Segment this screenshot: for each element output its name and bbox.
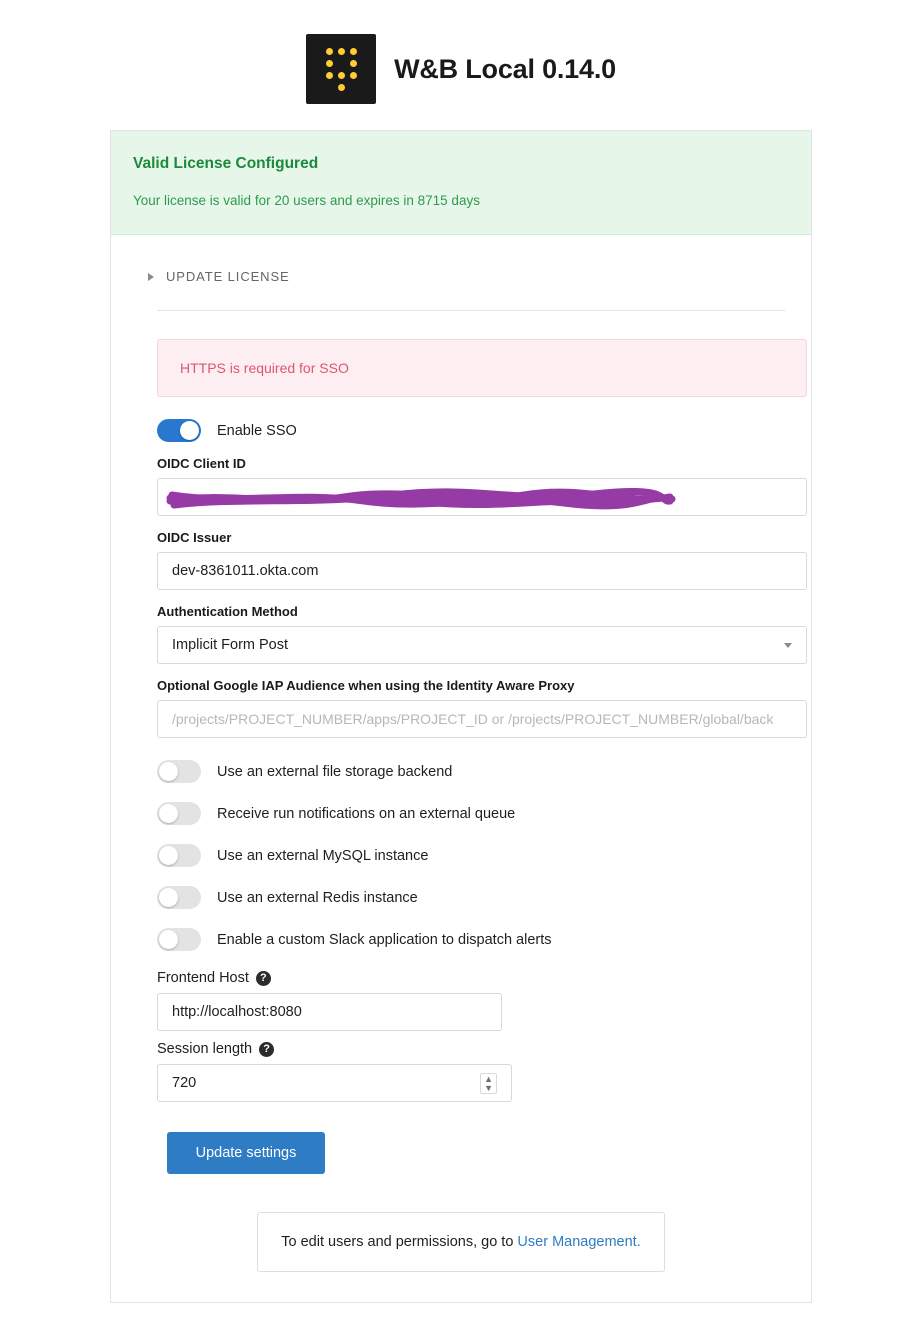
session-length-label-row [157,1041,785,1057]
redaction-scribble [164,485,676,511]
license-title: Valid License Configured [133,155,319,172]
user-management-note [257,1212,665,1272]
frontend-host-label-row [157,970,785,986]
auth-method-select[interactable] [157,626,807,664]
caret-right-icon [148,273,154,281]
enable-sso-row[interactable] [157,419,785,442]
settings-form [111,235,811,1302]
stepper-up-icon[interactable]: ▲ [484,1073,493,1084]
toggle-label: Receive run notifications on an external queue [217,805,516,822]
toggle-external-file-storage[interactable] [157,760,785,783]
license-banner [111,131,811,235]
enable-sso-toggle[interactable] [157,419,201,442]
session-length-label: Session length [157,1041,253,1057]
custom-slack-app-toggle[interactable] [157,928,201,951]
update-settings-button[interactable]: Update settings [167,1132,325,1174]
external-queue-toggle[interactable] [157,802,201,825]
https-warning: HTTPS is required for SSO [157,339,807,397]
toggle-external-mysql[interactable] [157,844,785,867]
toggle-label: Use an external Redis instance [217,889,418,906]
oidc-client-id-label: OIDC Client ID [157,456,246,471]
update-license-label: UPDATE LICENSE [166,269,290,284]
toggle-label: Use an external file storage backend [217,763,453,780]
enable-sso-label: Enable SSO [217,422,297,439]
iap-audience-label: Optional Google IAP Audience when using the Identity Aware Proxy [157,678,575,693]
chevron-down-icon [784,643,792,648]
oidc-client-id-input[interactable] [157,478,807,516]
toggle-label: Enable a custom Slack application to dispatch alerts [217,931,552,948]
number-stepper[interactable] [480,1073,497,1094]
app-header [0,0,922,130]
auth-method-label: Authentication Method [157,604,298,619]
feature-toggles [137,760,785,951]
stepper-down-icon[interactable]: ▼ [484,1082,493,1093]
external-file-storage-toggle[interactable] [157,760,201,783]
oidc-issuer-input[interactable]: dev-8361011.okta.com [157,552,807,590]
external-redis-toggle[interactable] [157,886,201,909]
license-subtitle: Your license is valid for 20 users and expires in 8715 days [133,193,480,208]
toggle-label: Use an external MySQL instance [217,847,429,864]
toggle-custom-slack-app[interactable] [157,928,785,951]
wandb-logo-icon [306,34,376,104]
divider [157,310,785,311]
update-license-accordion[interactable] [137,269,785,284]
frontend-host-label: Frontend Host [157,970,249,986]
toggle-external-queue[interactable] [157,802,785,825]
frontend-host-input[interactable]: http://localhost:8080 [157,993,502,1031]
auth-method-value: Implicit Form Post [172,637,289,653]
session-length-input[interactable] [157,1064,512,1102]
session-length-value: 720 [172,1075,197,1091]
user-management-link[interactable]: User Management. [517,1234,641,1250]
settings-card [110,130,812,1303]
help-icon[interactable]: ? [259,1042,274,1057]
external-mysql-toggle[interactable] [157,844,201,867]
page-title: W&B Local 0.14.0 [394,53,616,84]
oidc-issuer-label: OIDC Issuer [157,530,232,545]
user-management-text: To edit users and permissions, go to [281,1234,518,1250]
help-icon[interactable]: ? [256,971,271,986]
iap-audience-input[interactable]: /projects/PROJECT_NUMBER/apps/PROJECT_ID or /projects/PROJECT_NUMBER/global/back [157,700,807,738]
toggle-external-redis[interactable] [157,886,785,909]
